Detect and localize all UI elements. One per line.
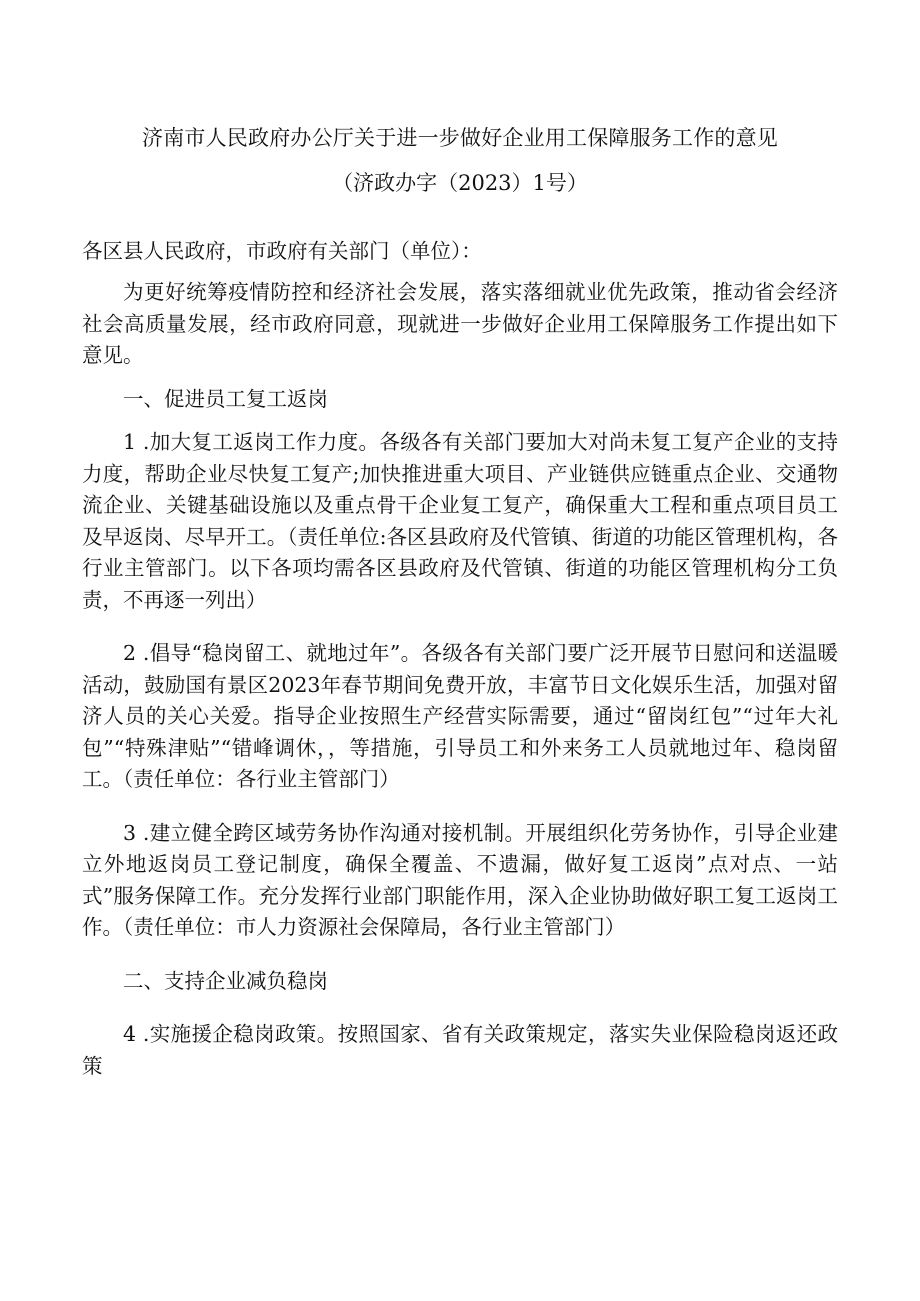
- section-heading-2: 二、支持企业减负稳岗: [123, 968, 328, 993]
- item-paragraph-1: 1 .加大复工返岗工作力度。各级各有关部门要加大对尚未复工复产企业的支持力度，帮助企业尽快复工复产;加快推进重大项目、产业链供应链重点企业、交通物流企业、关键基础设施以及重点骨干企业复工复产，确保重大工程和重点项目员工及早返岗、尽早开工。（责任单位:各区县政府及代管镇、街道的功能区管理机构，各行业主管部门。以下各项均需各区县政府及代管镇、街道的功能区管理机构分工负责，不再逐一列出）: [82, 430, 838, 612]
- salutation: 各区县人民政府，市政府有关部门（单位）：: [82, 239, 482, 263]
- intro-paragraph: 为更好统筹疫情防控和经济社会发展，落实落细就业优先政策，推动省会经济社会高质量发展，经市政府同意，现就进一步做好企业用工保障服务工作提出如下意见。: [82, 280, 838, 367]
- section-heading-1: 一、促进员工复工返岗: [123, 386, 328, 411]
- item-paragraph-2: 2 .倡导“稳岗留工、就地过年”。各级各有关部门要广泛开展节日慰问和送温暖活动，鼓励国有景区2023年春节期间免费开放，丰富节日文化娱乐生活，加强对留济人员的关心关爱。指导企业按照生产经营实际需要，通过“留岗红包”“过年大礼包”“特殊津贴”“错峰调休，，等措施，引导员工和外来务工人员就地过年、稳岗留工。（责任单位：各行业主管部门）: [82, 641, 838, 791]
- document-number: （济政办字（2023）1号）: [332, 171, 588, 195]
- item-paragraph-3: 3 .建立健全跨区域劳务协作沟通对接机制。开展组织化劳务协作，引导企业建立外地返岗员工登记制度，确保全覆盖、不遗漏，做好复工返岗”点对点、一站式”服务保障工作。充分发挥行业部门职能作用，深入企业协助做好职工复工返岗工作。（责任单位：市人力资源社会保障局，各行业主管部门）: [82, 820, 838, 939]
- item-paragraph-4: 4 .实施援企稳岗政策。按照国家、省有关政策规定，落实失业保险稳岗返还政策: [82, 1022, 838, 1078]
- document-title: 济南市人民政府办公厅关于进一步做好企业用工保障服务工作的意见: [142, 126, 778, 150]
